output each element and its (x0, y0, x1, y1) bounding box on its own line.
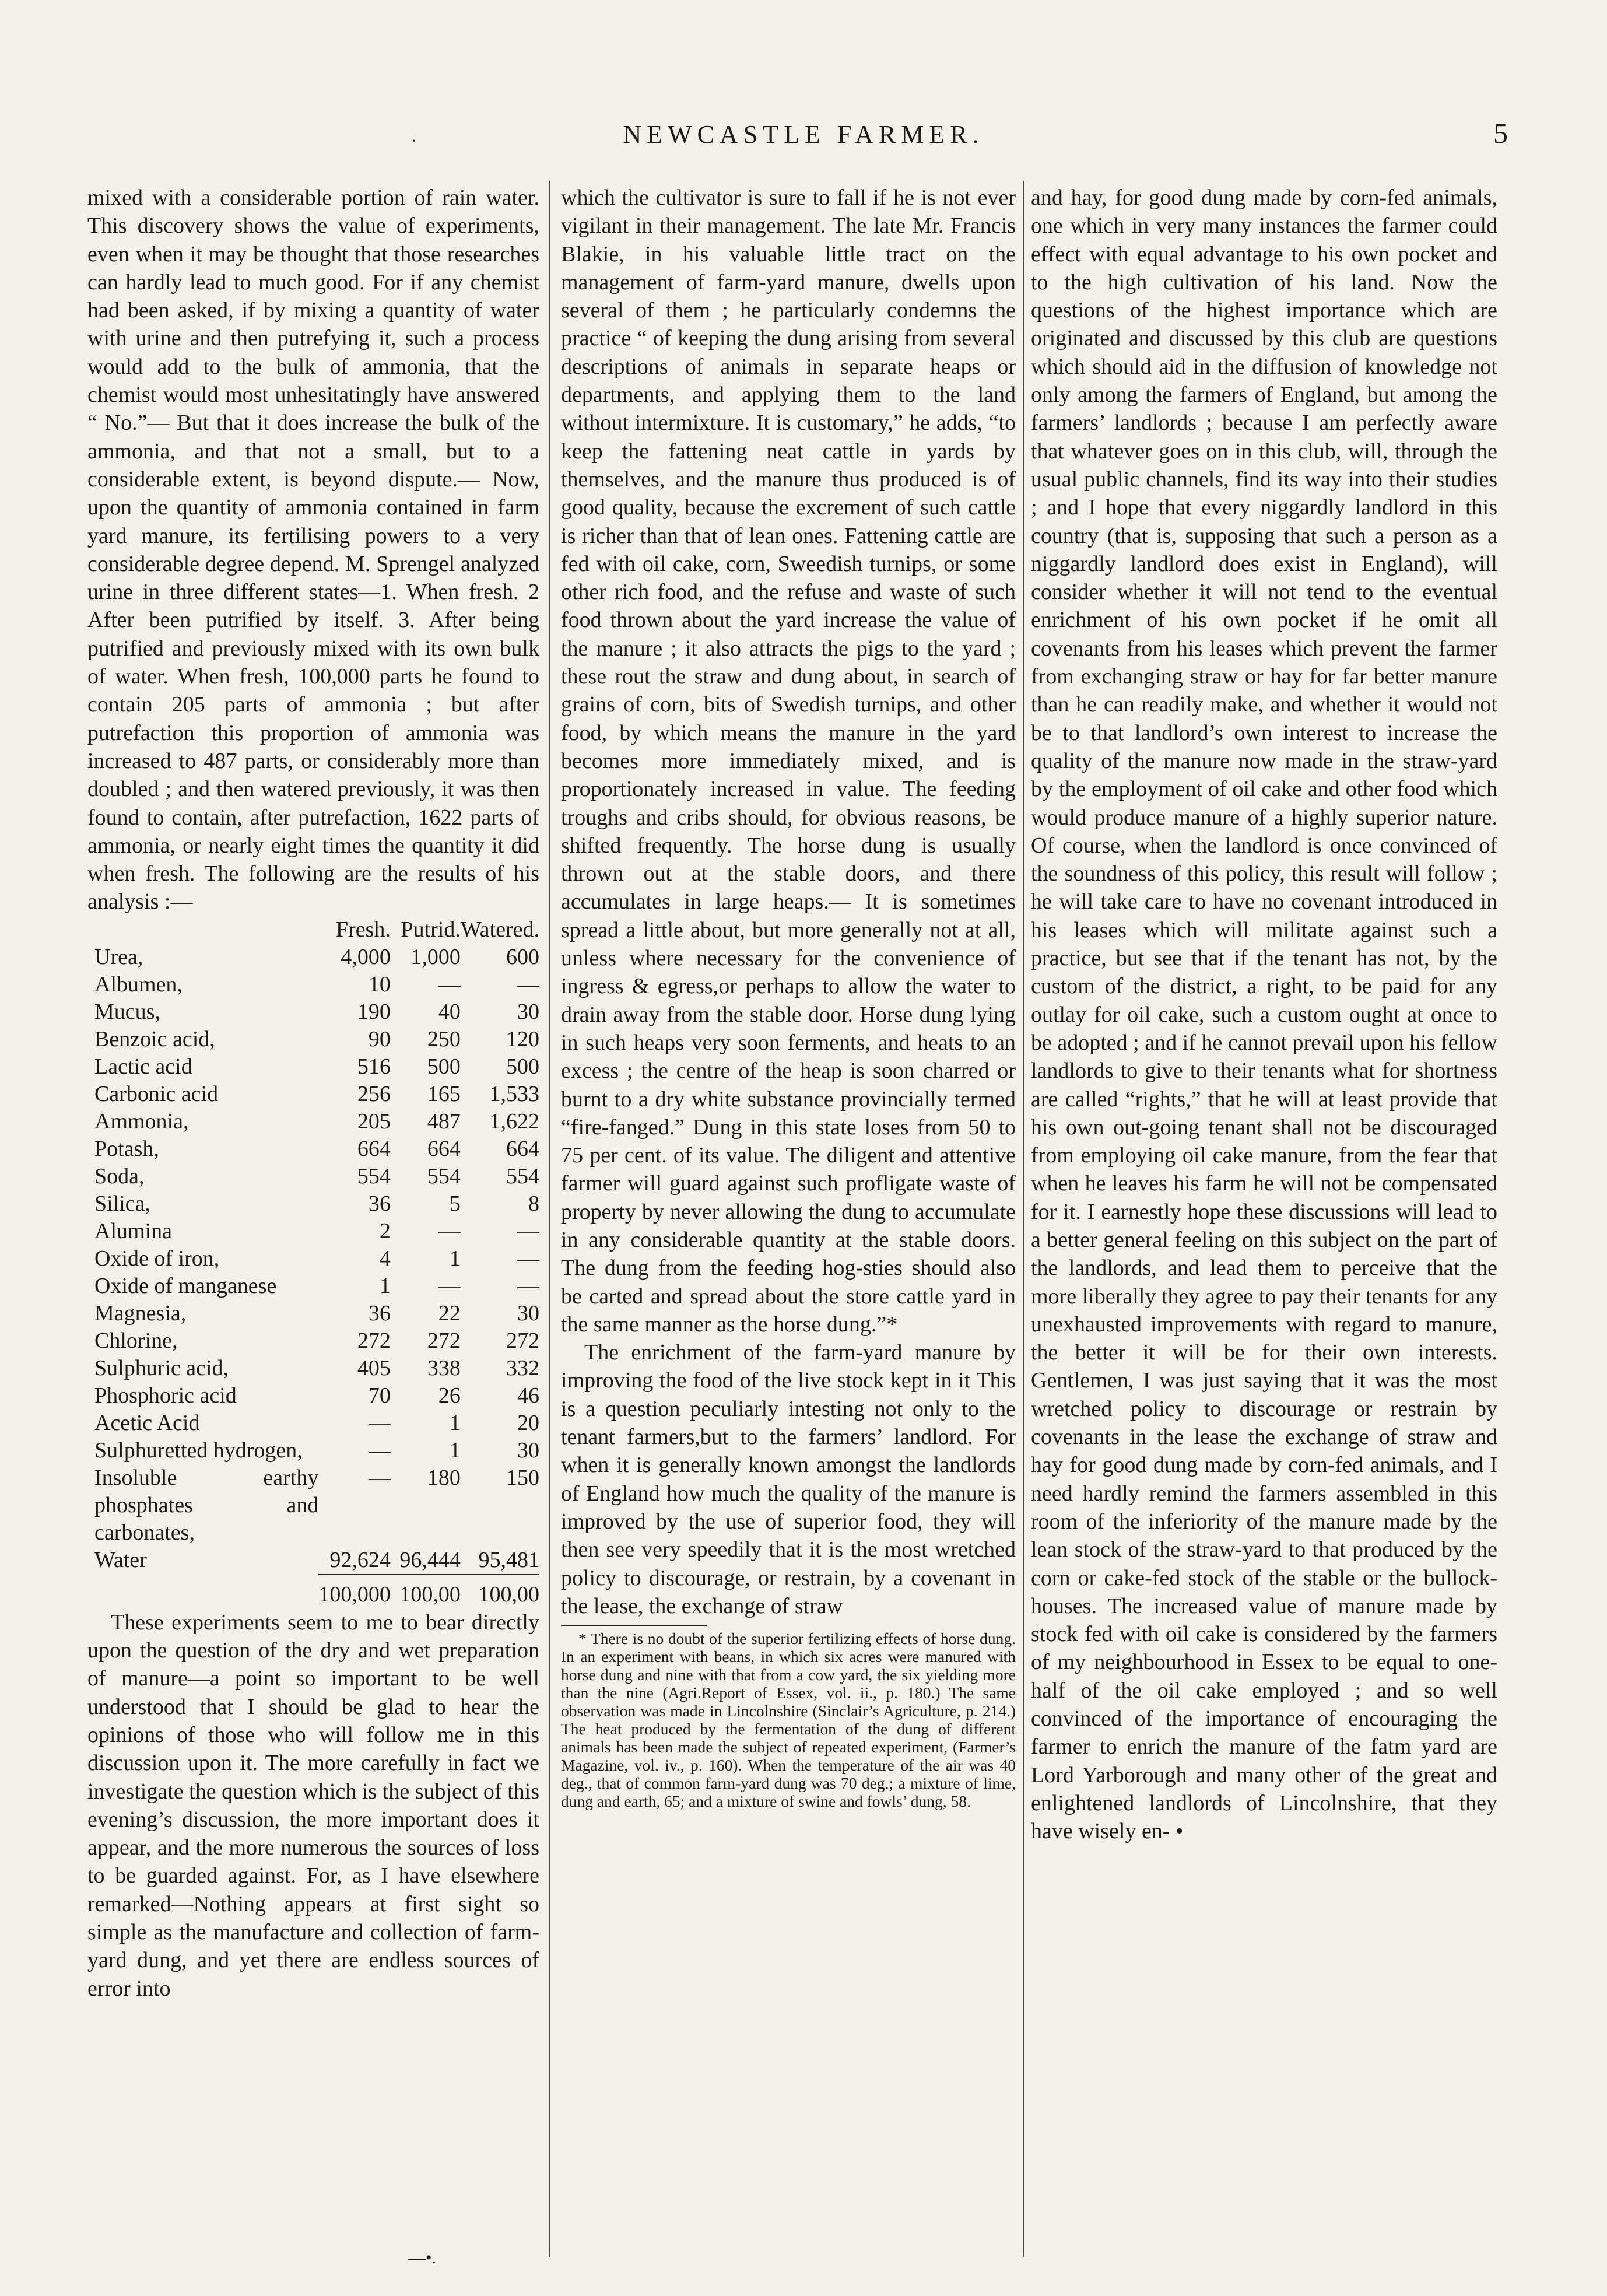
row-watered: 30 (517, 1301, 539, 1326)
footnote-rule (561, 1625, 707, 1626)
page-number: 5 (1493, 117, 1508, 149)
footnote: * There is no doubt of the superior fertilizing effects of horse dung. In an experiment with beans, in which six acres were manured with horse dung and nine with that from a cow yard, the six yielding more than the nine (Agri.Report of Essex, vol. ii., p. 180.) The same observation was made in Lincolnshire (Sinclair’s Agriculture, p. 214.) The heat produced by the fermentation of the dung of different animals has been made the subject of repeated experiment, (Farmer’s Magazine, vol. iv., p. 160). When the temperature of the air was 40 deg., that of common farm-yard dung was 70 deg.; a mixture of lime, dung and earth, 65; and a mixture of swine and fowls’ dung, 58. (561, 1629, 1016, 1811)
row-name: Magnesia, (94, 1301, 187, 1326)
analysis-row (87, 1437, 539, 1464)
header-watered: Watered. (460, 917, 539, 942)
row-name: Insoluble earthy phosphates and carbonates, (94, 1465, 319, 1545)
row-watered: — (517, 1273, 539, 1298)
page-footer-mark: —•. (408, 2248, 437, 2267)
row-name: Lactic acid (94, 1054, 192, 1079)
row-watered: 46 (517, 1383, 539, 1408)
analysis-table-header (87, 916, 539, 944)
analysis-row (87, 1053, 539, 1081)
header-dot: · (411, 131, 417, 150)
analysis-row (87, 1273, 539, 1300)
header-putrid: Putrid. (401, 917, 461, 942)
row-fresh: 4 (379, 1246, 391, 1271)
row-fresh: 2 (379, 1218, 391, 1243)
row-watered: 30 (517, 1438, 539, 1463)
analysis-row (87, 1163, 539, 1190)
row-name: Mucus, (94, 999, 160, 1024)
analysis-row (87, 944, 539, 971)
row-watered: 30 (517, 999, 539, 1024)
row-putrid: 338 (427, 1355, 461, 1380)
analysis-row (87, 1081, 539, 1108)
row-putrid: 664 (427, 1136, 461, 1161)
analysis-row (87, 1026, 539, 1053)
analysis-row (87, 1410, 539, 1437)
row-name: Benzoic acid, (94, 1026, 215, 1051)
row-watered: 554 (506, 1163, 539, 1189)
total-putrid: 100,00 (399, 1582, 461, 1607)
row-fresh: 272 (357, 1328, 391, 1353)
row-putrid: 500 (427, 1054, 461, 1079)
row-fresh: — (368, 1438, 391, 1463)
row-fresh: 554 (357, 1163, 391, 1189)
row-putrid: 1 (449, 1410, 461, 1435)
row-fresh: 36 (368, 1301, 391, 1326)
analysis-row (87, 998, 539, 1026)
row-fresh: 90 (368, 1026, 391, 1051)
row-fresh: 256 (357, 1081, 391, 1106)
row-name: Potash, (94, 1136, 159, 1161)
row-putrid: 1 (449, 1246, 461, 1271)
analysis-row (87, 1108, 539, 1135)
row-putrid: 272 (427, 1328, 461, 1353)
row-name: Acetic Acid (94, 1410, 200, 1435)
row-watered: 272 (506, 1328, 539, 1353)
row-putrid: 554 (427, 1163, 461, 1189)
analysis-row (87, 1464, 539, 1547)
row-watered: — (517, 1246, 539, 1271)
analysis-row (87, 971, 539, 998)
page-header (87, 117, 1520, 166)
row-name: Phosphoric acid (94, 1383, 237, 1408)
row-putrid: 96,444 (399, 1547, 461, 1572)
row-name: Oxide of manganese (94, 1273, 277, 1298)
row-watered: — (517, 972, 539, 997)
column-rule-1 (549, 181, 550, 2257)
column-3 (1031, 184, 1497, 1846)
row-fresh: 516 (357, 1054, 391, 1079)
row-name: Water (94, 1547, 147, 1572)
row-watered: 95,481 (478, 1547, 539, 1572)
row-fresh: 1 (379, 1273, 391, 1298)
row-watered: 664 (506, 1136, 539, 1161)
row-watered: 500 (506, 1054, 539, 1079)
col2-paragraph-1: which the cultivator is sure to fall if he is not ever vigilant in their management. The late Mr. Francis Blakie, in his valuable little tract on the management of farm-yard manure, dwells upon several of them ; he particularly condemns the practice “ of keeping the dung arising from several descriptions of animals in separate heaps or departments, and applying them to the land without intermixture. It is customary,” he adds, “to keep the fattening neat cattle in yards by themselves, and the manure thus produced is of good quality, because the excrement of such cattle is richer than that of lean ones. Fattening cattle are fed with oil cake, corn, Sweedish turnips, or some other rich food, and the refuse and waste of such food thrown about the yard increase the value of the manure ; it also attracts the pigs to the yard ; these rout the straw and dung about, in search of grains of corn, bits of Swedish turnips, and other food, by which means the manure in the yard becomes more immediately mixed, and is proportionately increased in value. The feeding troughs and cribs should, for obvious reasons, be shifted frequently. The horse dung is usually thrown out at the stable doors, and there accumulates in large heaps.— It is sometimes spread a little about, but more generally not at all, unless where necessary for the convenience of ingress & egress,or perhaps to allow the water to drain away from the stable door. Horse dung lying in such heaps very soon ferments, and heats to an excess ; the centre of the heap is soon charred or burnt to a dry white substance provincially termed “fire-fanged.” Dung in this state loses from 50 to 75 per cent. of its value. The diligent and attentive farmer will guard against such profligate waste of property by never allowing the dung to accumulate in any considerable quantity at the stable doors. The dung from the feeding hog-sties should also be carted and spread about the store cattle yard in the same manner as the horse dung.”* (561, 185, 1016, 1337)
column-rule-2 (1023, 181, 1024, 2257)
row-watered: 1,622 (489, 1109, 539, 1134)
row-putrid: — (438, 972, 461, 997)
row-name: Ammonia, (94, 1109, 189, 1134)
col1-intro-paragraph: mixed with a considerable portion of rain water. This discovery shows the value of experiments, even when it may be thought that those researches can hardly lead to much good. For if any chemist had been asked, if by mixing a quantity of water with urine and then putrefying it, such a process would add to the bulk of ammonia, that the chemist would most unhesitatingly have answered “ No.”— But that it does increase the bulk of the ammonia, and that not a small, but to a considerable extent, is beyond dispute.— Now, upon the quantity of ammonia contained in farm yard manure, its fertilising powers to a very considerable degree depend. M. Sprengel analyzed urine in three different states—1. When fresh. 2 After been putrified by itself. 3. After being putrified and previously mixed with its own bulk of water. When fresh, 100,000 parts he found to contain 205 parts of ammonia ; but after putrefaction this proportion of ammonia was increased to 487 parts, or considerably more than doubled ; and then watered previously, it was then found to contain, after putrefaction, 1622 parts of ammonia, or nearly eight times the quantity it did when fresh. The following are the results of his analysis :— (87, 185, 539, 914)
row-name: Urea, (94, 944, 143, 969)
row-putrid: 22 (438, 1301, 461, 1326)
row-name: Chlorine, (94, 1328, 178, 1353)
row-name: Carbonic acid (94, 1081, 219, 1106)
row-watered: 8 (528, 1191, 539, 1216)
row-putrid: 487 (427, 1109, 461, 1134)
row-putrid: 250 (427, 1026, 461, 1051)
row-fresh: — (368, 1410, 391, 1435)
col2-paragraph-2: The enrichment of the farm-yard manure by improving the food of the live stock kept in it This is a question peculiarly intesting not only to the tenant farmers,but to the farmers’ landlord. For when it is generally known amongst the landlords of England how much the quality of the manure is improved by the use of superior food, they will then see very speedily that it is the most wretched policy to discourage, or restrain, by a covenant in the lease, the exchange of straw (561, 1340, 1016, 1618)
totals-label (87, 1578, 318, 1608)
col3-paragraph-1: and hay, for good dung made by corn-fed animals, one which in very many instances the farmer could effect with equal advantage to his own pocket and to the high cultivation of his land. Now the questions of the highest importance which are originated and discussed by this club are questions which should aid in the diffusion of knowledge not only among the farmers of England, but among the farmers’ landlords ; because I am perfectly aware that whatever goes on in this club, will, through the usual public channels, find its way into their studies ; and I hope that every niggardly landlord in this country (that is, supposing that such a person as a niggardly landlord does exist in England), will consider whether it will not tend to the eventual enrichment of his own pocket if he omit all covenants from his leases which prevent the farmer from exchanging straw or hay for far better manure than he can readily make, and whether it would not be to that landlord’s own interest to increase the quality of the manure now made in the straw-yard by the employment of oil cake and other food which would produce manure of a highly superior nature. Of course, when the landlord is once convinced of the soundness of this policy, this result will follow ; he will take care to have no covenant introduced in his leases which will militate against such a practice, but see that if the tenant has not, by the custom of the district, a right, to be paid for any outlay for oil cake, such a custom ought at once to be adopted ; and if he cannot prevail upon his fellow landlords to give to their tenants what for shortness are called “rights,” that he will at least provide that his own out-going tenant shall not be discouraged from employing oil cake manure, from the fear that when he leaves his farm he will not be compensated for it. I earnestly hope these discussions will lead to a better general feeling on this subject on the part of the landlords, and lead them to perceive that the more liberally they agree to pay their tenants for any unexhausted improvements with regard to manure, the better it will be for their own interests. Gentlemen, I was just saying that it was the most wretched policy to discourage or restrain by covenants in the lease the exchange of straw and hay for good dung made by corn-fed animals, and I need hardly remind the farmers assembled in this room of the inferiority of the manure made by the lean stock of the straw-yard to that produced by the corn or cake-fed stock of the stable or the bullock-houses. The increased value of manure made by stock fed with oil cake is considered by the farmers of my neighbourhood in Essex to be equal to one-half of the oil cake employed ; and so well convinced of the importance of encouraging the farmer to enrich the manure of the fatm yard are Lord Yarborough and many other of the great and enlightened landlords of Lincolnshire, that they have wisely en- • (1031, 185, 1497, 1844)
row-fresh: 190 (357, 999, 391, 1024)
urine-analysis-table (87, 916, 539, 1608)
row-fresh: 10 (368, 972, 391, 997)
analysis-row (87, 1327, 539, 1355)
total-watered: 100,00 (478, 1582, 539, 1607)
row-watered: 150 (506, 1465, 539, 1490)
total-fresh: 100,000 (318, 1582, 391, 1607)
row-watered: 120 (506, 1026, 539, 1051)
row-fresh: 205 (357, 1109, 391, 1134)
analysis-row (87, 1190, 539, 1218)
row-putrid: 165 (427, 1081, 461, 1106)
running-head: NEWCASTLE FARMER. (623, 120, 984, 149)
analysis-row (87, 1245, 539, 1273)
analysis-row (87, 1382, 539, 1410)
column-2 (561, 184, 1016, 1810)
row-name: Alumina (94, 1218, 172, 1243)
row-fresh: 4,000 (341, 944, 391, 969)
row-fresh: 405 (357, 1355, 391, 1380)
row-name: Sulphuretted hydrogen, (94, 1438, 303, 1463)
row-name: Sulphuric acid, (94, 1355, 229, 1380)
row-putrid: 180 (427, 1465, 461, 1490)
row-fresh: 664 (357, 1136, 391, 1161)
row-name: Soda, (94, 1163, 145, 1189)
row-watered: 20 (517, 1410, 539, 1435)
analysis-row (87, 1135, 539, 1163)
row-name: Albumen, (94, 972, 183, 997)
row-watered: — (517, 1218, 539, 1243)
row-name: Oxide of iron, (94, 1246, 220, 1271)
col1-after-paragraph: These experiments seem to me to bear directly upon the question of the dry and wet preparation of manure—a point so important to be well understood that I should be glad to hear the opinions of those who will follow me in this discussion upon it. The more carefully in fact we investigate the question which is the subject of this evening’s discussion, the more important does it appear, and the more numerous the sources of loss to be guarded against. For, as I have elsewhere remarked—Nothing appears at first sight so simple as the manufacture and collection of farm-yard dung, and yet there are endless sources of error into (87, 1610, 539, 2001)
row-putrid: 40 (438, 999, 461, 1024)
analysis-row (87, 1355, 539, 1382)
row-putrid: — (438, 1273, 461, 1298)
row-fresh: 36 (368, 1191, 391, 1216)
column-1 (87, 184, 539, 2003)
row-watered: 332 (506, 1355, 539, 1380)
row-fresh: 70 (368, 1383, 391, 1408)
row-name: Silica, (94, 1191, 151, 1216)
row-putrid: 1 (449, 1438, 461, 1463)
header-fresh: Fresh. (335, 917, 391, 942)
row-watered: 1,533 (489, 1081, 539, 1106)
analysis-row (87, 1547, 539, 1575)
row-fresh: — (368, 1465, 391, 1490)
row-watered: 600 (506, 944, 539, 969)
row-putrid: — (438, 1218, 461, 1243)
row-putrid: 26 (438, 1383, 461, 1408)
analysis-row (87, 1218, 539, 1245)
row-fresh: 92,624 (329, 1547, 391, 1572)
row-putrid: 5 (449, 1191, 461, 1216)
analysis-row (87, 1300, 539, 1327)
totals-row (87, 1578, 539, 1608)
row-putrid: 1,000 (410, 944, 461, 969)
